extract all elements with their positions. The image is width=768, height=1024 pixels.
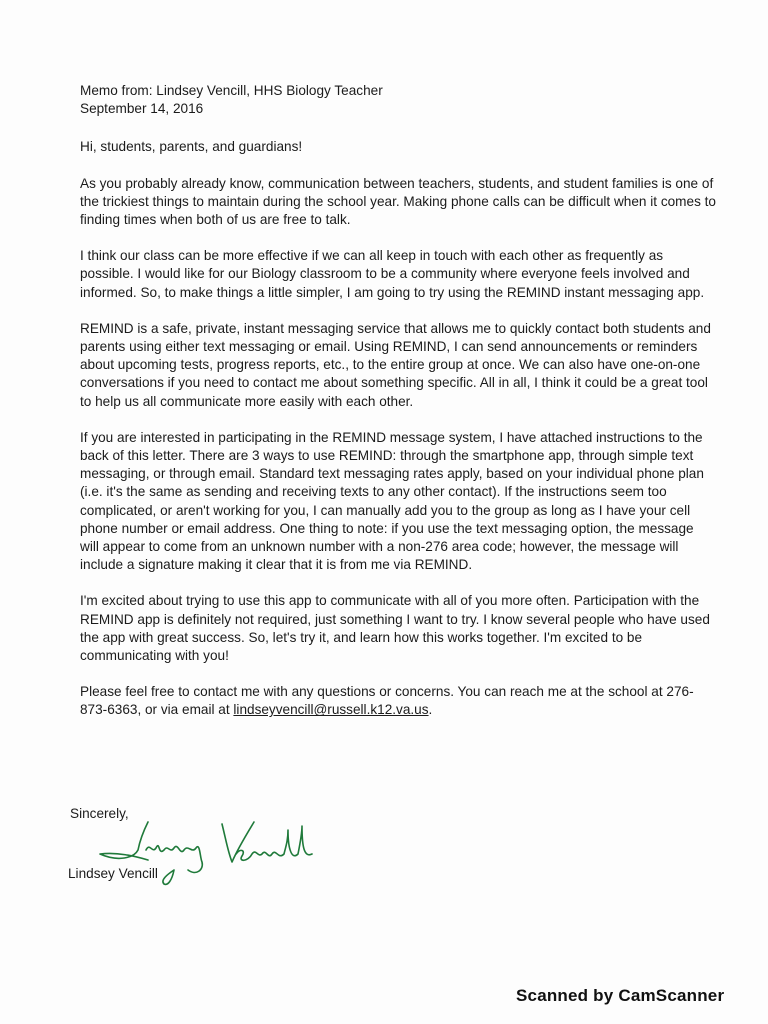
memo-date: September 14, 2016: [80, 101, 204, 117]
greeting: Hi, students, parents, and guardians!: [80, 139, 303, 155]
paragraph-instructions: If you are interested in participating in the REMIND message system, I have attached instructions to the back of this letter. There are 3 ways to use REMIND: through the smartphone app, through simple text messaging, or through email. Standard text messaging rates apply, based on your individual phone plan (i.e. it's the same as sending and receiving texts to any other contact). If the instructions seem too complicated, or aren't working for you, I can manually add you to the group as long as I have your cell phone number or email address. One thing to note: if you use the text messaging option, the message will appear to come from an unknown number with a non-276 area code; however, the message will include a signature making it clear that it is from me via REMIND.: [80, 429, 704, 573]
closing: Sincerely,: [70, 806, 129, 821]
contact-period: .: [428, 702, 433, 718]
camscanner-watermark: Scanned by CamScanner: [516, 986, 725, 1005]
email-link[interactable]: lindseyvencill@russell.k12.va.us: [233, 702, 429, 718]
contact-text: Please feel free to contact me with any questions or concerns. You can reach me at the school at 276-873-6363, or via email at: [80, 684, 694, 718]
paragraph-communication: As you probably already know, communication between teachers, students, and student families is one of the trickiest things to maintain during the school year. Making phone calls can be difficult when it comes to finding times when both of us are free to talk.: [80, 175, 716, 228]
signer-name: Lindsey Vencill: [68, 866, 158, 881]
handwritten-signature: [88, 810, 328, 900]
paragraph-remind-description: REMIND is a safe, private, instant messaging service that allows me to quickly contact both students and parents using either text messaging or email. Using REMIND, I can send announcements or reminders about upcoming tests, progress reports, etc., to the entire group at once. We can also have one-on-one conversations if you need to contact me about something specific. All in all, I think it could be a great tool to help us all communicate more easily with each other.: [80, 320, 711, 409]
paragraph-contact: [80, 683, 716, 719]
memo-from: Memo from: Lindsey Vencill, HHS Biology Teacher: [80, 83, 383, 98]
paragraph-community: I think our class can be more effective if we can all keep in touch with each other as frequently as possible. I would like for our Biology classroom to be a community where everyone feels involved and informed. So, to make things a little simpler, I am going to try using the REMIND instant messaging app.: [80, 248, 705, 300]
paragraph-excitement: I'm excited about trying to use this app to communicate with all of you more often. Participation with the REMIND app is definitely not required, just something I want to try. I know several people who have used the app with great success. So, let's try it, and learn how this works together. I'm excited to be communicating with you!: [80, 593, 710, 664]
letter-body: [80, 82, 716, 720]
